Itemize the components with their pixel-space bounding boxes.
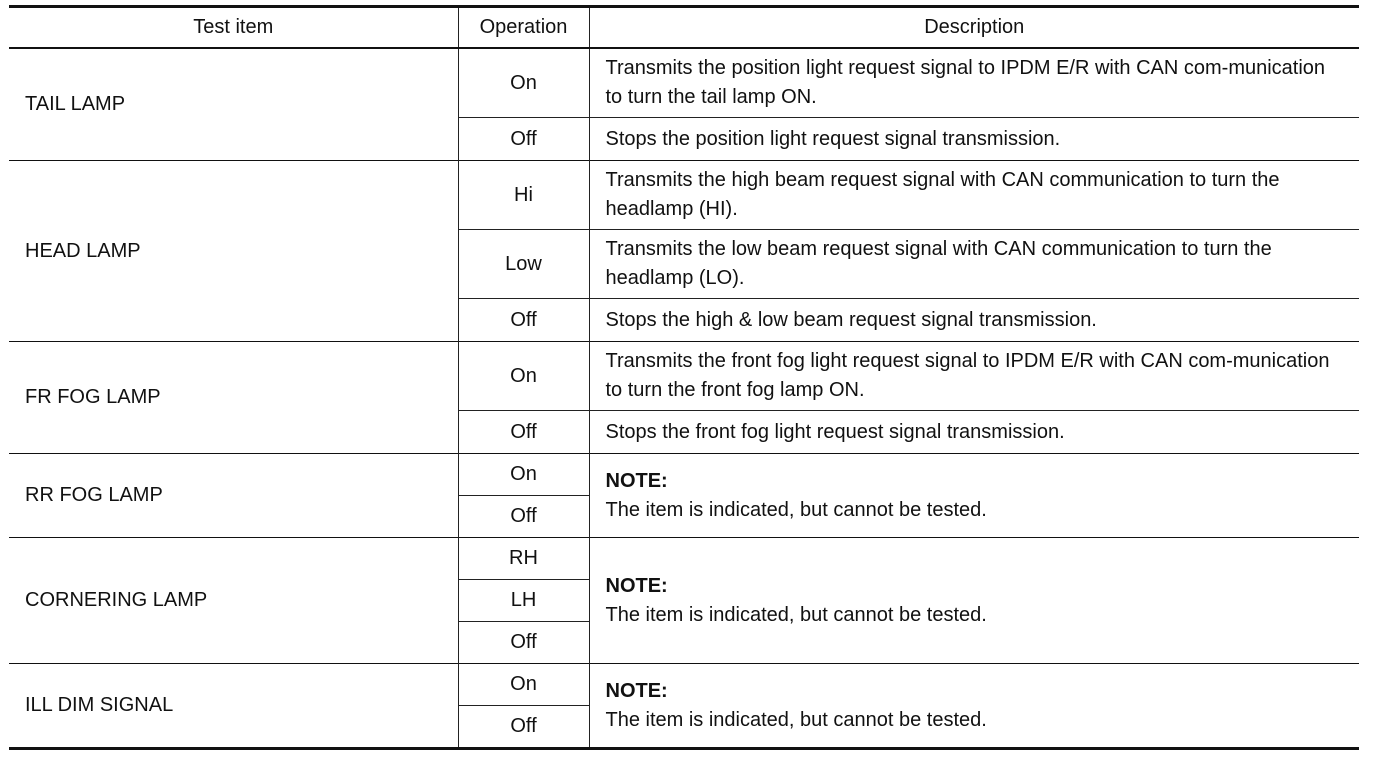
- note-cell: [589, 664, 1359, 749]
- operation-cell: Off: [458, 706, 589, 749]
- table-row: [9, 664, 1359, 706]
- description-cell: Stops the position light request signal transmission.: [589, 118, 1359, 161]
- operation-cell: On: [458, 454, 589, 496]
- note-title: NOTE:: [605, 469, 668, 492]
- note-title: NOTE:: [605, 574, 668, 597]
- operation-cell: Off: [458, 496, 589, 538]
- description-cell: Stops the high & low beam request signal transmission.: [589, 299, 1359, 342]
- description-cell: Transmits the low beam request signal with CAN communication to turn the headlamp (LO).: [589, 230, 1359, 299]
- operation-cell: On: [458, 342, 589, 411]
- note-title: NOTE:: [605, 679, 668, 702]
- operation-cell: Off: [458, 299, 589, 342]
- test-item-table: [9, 5, 1359, 750]
- test-item-cornering-lamp: CORNERING LAMP: [9, 538, 458, 664]
- note-text: The item is indicated, but cannot be tested.: [605, 498, 987, 521]
- description-cell: Stops the front fog light request signal transmission.: [589, 411, 1359, 454]
- header-row: [9, 7, 1359, 49]
- header-description: Description: [589, 7, 1359, 49]
- test-item-rr-fog-lamp: RR FOG LAMP: [9, 454, 458, 538]
- test-item-tail-lamp: TAIL LAMP: [9, 48, 458, 161]
- operation-cell: Off: [458, 118, 589, 161]
- table-row: [9, 48, 1359, 118]
- operation-cell: RH: [458, 538, 589, 580]
- description-cell: Transmits the high beam request signal with CAN communication to turn the headlamp (HI).: [589, 161, 1359, 230]
- operation-cell: Hi: [458, 161, 589, 230]
- test-item-head-lamp: HEAD LAMP: [9, 161, 458, 342]
- test-item-fr-fog-lamp: FR FOG LAMP: [9, 342, 458, 454]
- header-test-item: Test item: [9, 7, 458, 49]
- table-row: [9, 538, 1359, 580]
- note-text: The item is indicated, but cannot be tested.: [605, 603, 987, 626]
- table-row: [9, 454, 1359, 496]
- operation-cell: Low: [458, 230, 589, 299]
- operation-cell: On: [458, 48, 589, 118]
- note-cell: [589, 454, 1359, 538]
- note-text: The item is indicated, but cannot be tested.: [605, 708, 987, 731]
- operation-cell: LH: [458, 580, 589, 622]
- header-operation: Operation: [458, 7, 589, 49]
- table-row: [9, 161, 1359, 230]
- note-cell: [589, 538, 1359, 664]
- table-row: [9, 342, 1359, 411]
- description-cell: Transmits the front fog light request signal to IPDM E/R with CAN com-munication to turn the front fog lamp ON.: [589, 342, 1359, 411]
- operation-cell: Off: [458, 411, 589, 454]
- operation-cell: On: [458, 664, 589, 706]
- description-cell: Transmits the position light request signal to IPDM E/R with CAN com-munication to turn the tail lamp ON.: [589, 48, 1359, 118]
- operation-cell: Off: [458, 622, 589, 664]
- test-item-ill-dim-signal: ILL DIM SIGNAL: [9, 664, 458, 749]
